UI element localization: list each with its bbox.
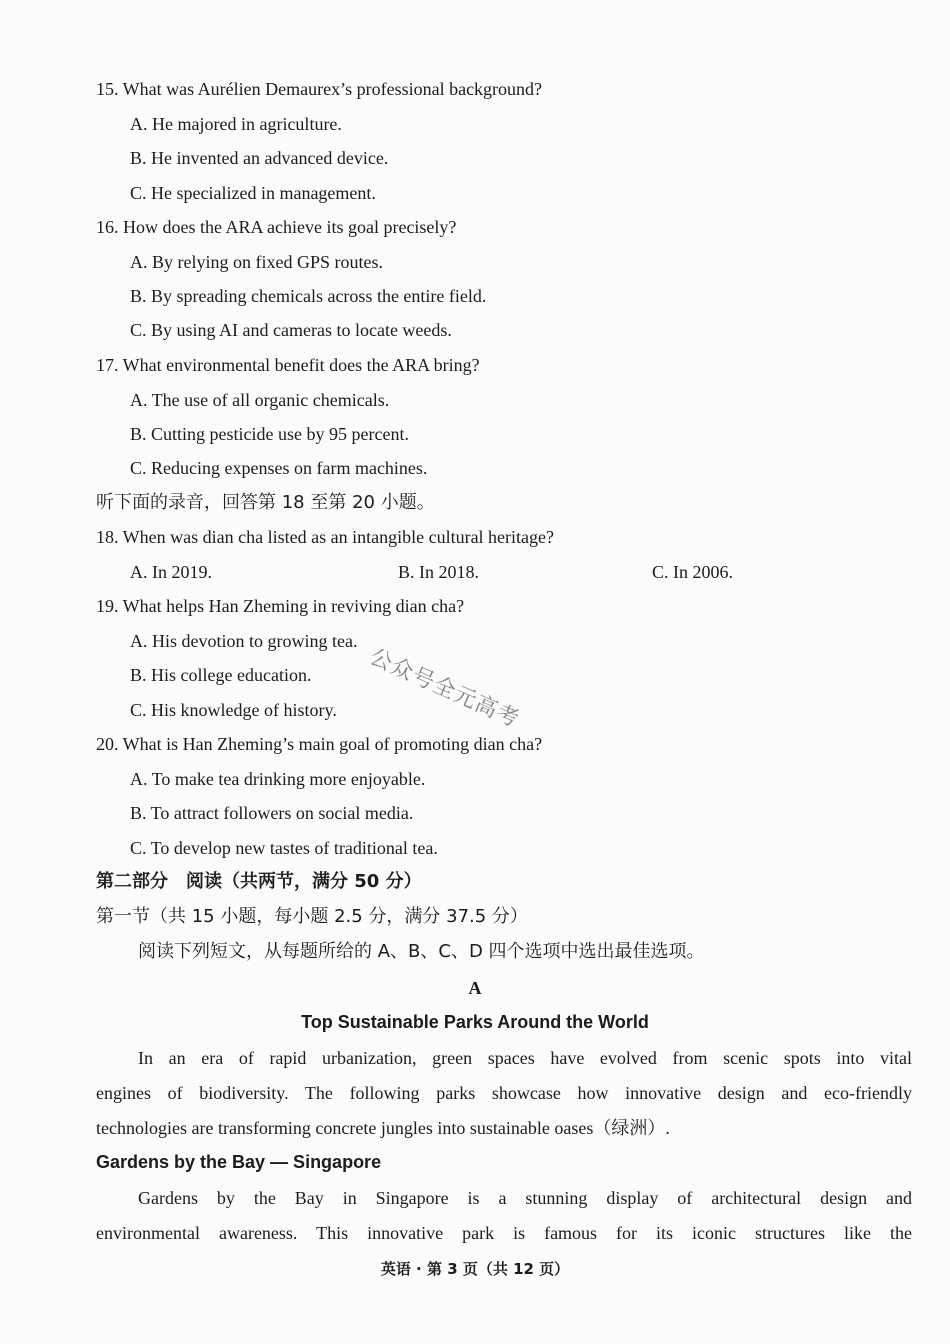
body-line-1: Gardens by the Bay in Singapore is a stunning display of architectural design and <box>138 1188 912 1208</box>
park-subheading: Gardens by the Bay — Singapore <box>96 1152 382 1172</box>
question-15-option-c: C. He specialized in management. <box>130 183 376 203</box>
question-20-option-a: A. To make tea drinking more enjoyable. <box>130 769 426 789</box>
question-16-option-b: B. By spreading chemicals across the entire field. <box>130 286 487 306</box>
question-17-option-c: C. Reducing expenses on farm machines. <box>130 458 428 478</box>
question-20-option-b: B. To attract followers on social media. <box>130 803 414 823</box>
question-18-stem: 18. When was dian cha listed as an intangible cultural heritage? <box>96 527 555 547</box>
reading-instruction: 阅读下列短文，从每题所给的 A、B、C、D 四个选项中选出最佳选项。 <box>138 941 705 962</box>
question-19-option-a: A. His devotion to growing tea. <box>130 631 358 651</box>
passage-letter: A <box>468 978 482 998</box>
question-16-option-c: C. By using AI and cameras to locate weeds. <box>130 320 452 340</box>
question-16-stem: 16. How does the ARA achieve its goal precisely? <box>96 217 457 237</box>
question-19-option-b: B. His college education. <box>130 665 312 685</box>
page-footer: 英语 · 第 3 页（共 12 页） <box>380 1260 570 1278</box>
question-15-stem: 15. What was Aurélien Demaurex’s professional background? <box>96 79 543 99</box>
question-20-option-c: C. To develop new tastes of traditional tea. <box>130 838 438 858</box>
question-17-option-b: B. Cutting pesticide use by 95 percent. <box>130 424 409 444</box>
intro-line-1: In an era of rapid urbanization, green spaces have evolved from scenic spots into vital <box>138 1048 912 1068</box>
question-17-stem: 17. What environmental benefit does the ARA bring? <box>96 355 480 375</box>
question-15-option-b: B. He invented an advanced device. <box>130 148 389 168</box>
question-18-option-c: C. In 2006. <box>652 562 733 582</box>
question-17-option-a: A. The use of all organic chemicals. <box>130 390 390 410</box>
intro-line-3: technologies are transforming concrete jungles into sustainable oases（绿洲）. <box>96 1118 670 1138</box>
body-line-2: environmental awareness. This innovative park is famous for its iconic structures like the <box>96 1223 912 1243</box>
question-18-option-b: B. In 2018. <box>398 562 479 582</box>
question-19-option-c: C. His knowledge of history. <box>130 700 337 720</box>
question-19-stem: 19. What helps Han Zheming in reviving dian cha? <box>96 596 465 616</box>
question-15-option-a: A. He majored in agriculture. <box>130 114 342 134</box>
section-2-heading: 第二部分 阅读（共两节，满分 50 分） <box>96 871 422 892</box>
question-16-option-a: A. By relying on fixed GPS routes. <box>130 252 383 272</box>
question-18-option-a: A. In 2019. <box>130 562 212 582</box>
intro-line-2: engines of biodiversity. The following parks showcase how innovative design and eco-friendly <box>96 1083 912 1103</box>
passage-title: Top Sustainable Parks Around the World <box>301 1012 649 1032</box>
question-20-stem: 20. What is Han Zheming’s main goal of promoting dian cha? <box>96 734 543 754</box>
listening-instruction: 听下面的录音，回答第 18 至第 20 小题。 <box>96 492 435 513</box>
section-2-part-1-heading: 第一节（共 15 小题，每小题 2.5 分，满分 37.5 分） <box>96 906 528 927</box>
watermark-text: 公众号全元高考 <box>365 644 524 733</box>
